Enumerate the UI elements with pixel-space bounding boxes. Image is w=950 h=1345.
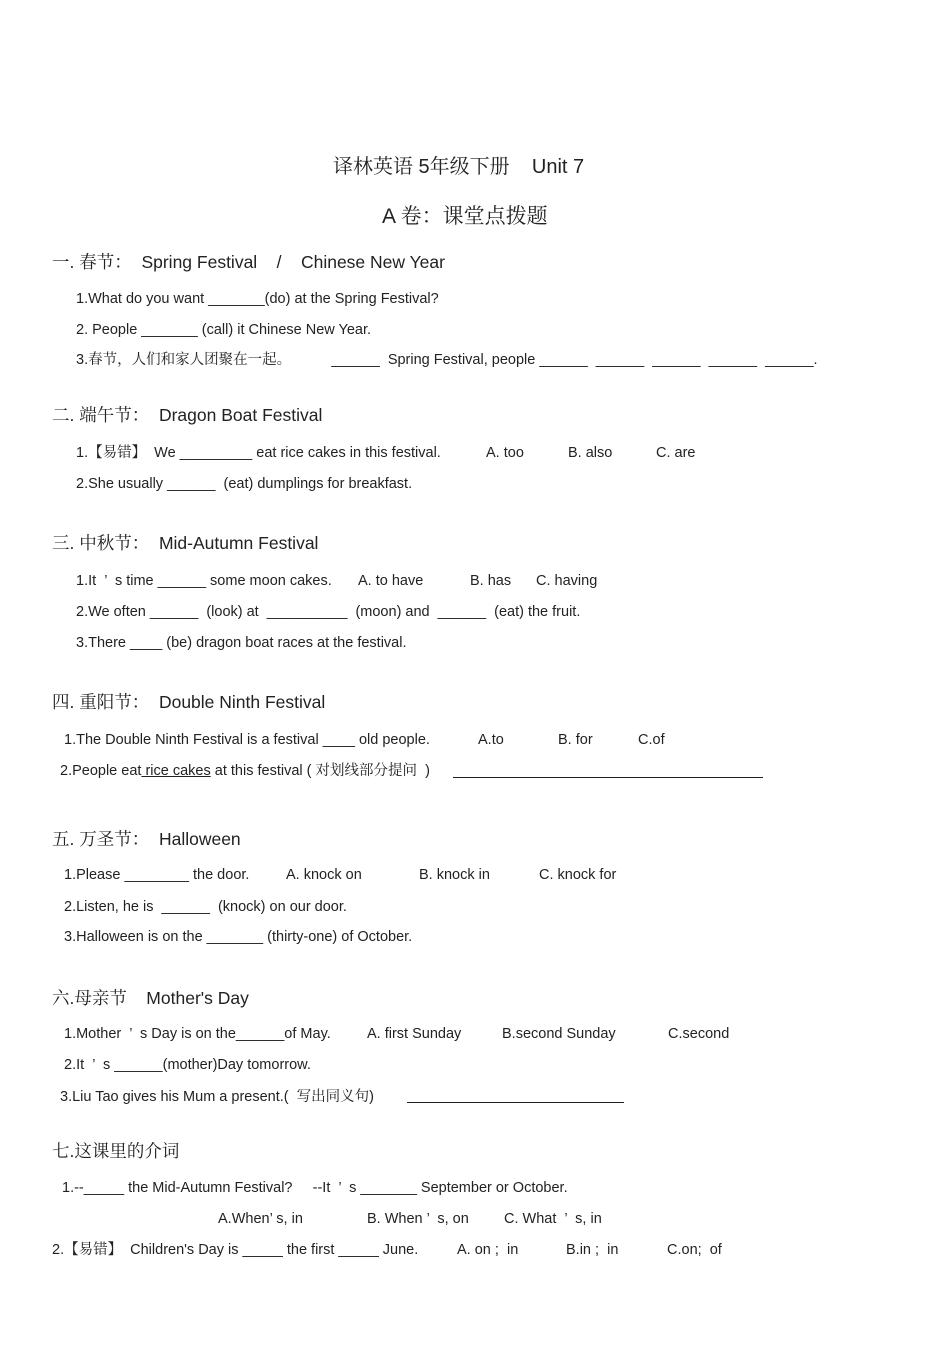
question-1-2: 2. People _______ (call) it Chinese New Year. [76, 322, 372, 338]
question-3-1: 1.It ’ s time ______ some moon cakes. [76, 573, 332, 589]
page-title: 译林英语 5年级下册 Unit 7 [333, 156, 585, 178]
option-3-1-b: B. has [470, 573, 512, 589]
section-heading-dragon-boat: 二. 端午节： Dragon Boat Festival [52, 405, 323, 425]
question-5-1: 1.Please ________ the door. [64, 867, 250, 883]
option-7-2-b: B.in ; in [566, 1242, 619, 1258]
question-4-2-suffix: at this festival ( 对划线部分提问 ) [210, 763, 430, 779]
question-7-1: 1.--_____ the Mid-Autumn Festival? --It ’ s _______ September or October. [62, 1180, 568, 1196]
option-7-1-c: C. What ’ s, in [504, 1211, 602, 1227]
option-7-2-c: C.on; of [667, 1242, 722, 1258]
question-2-2: 2.She usually ______ (eat) dumplings for breakfast. [76, 476, 413, 492]
option-6-1-b: B.second Sunday [502, 1026, 616, 1042]
question-1-3: 3.春节，人们和家人团聚在一起。 ______ Spring Festival, people ______ ______ ______ ______ ______. [76, 352, 818, 368]
option-6-1-a: A. first Sunday [367, 1026, 462, 1042]
option-7-2-a: A. on ; in [457, 1242, 519, 1258]
question-1-1: 1.What do you want _______(do) at the Spring Festival? [76, 291, 439, 307]
option-3-1-a: A. to have [358, 573, 424, 589]
option-2-1-c: C. are [656, 445, 696, 461]
section-heading-spring-festival: 一. 春节： Spring Festival / Chinese New Year [52, 252, 445, 272]
question-4-1: 1.The Double Ninth Festival is a festival ____ old people. [64, 732, 430, 748]
question-7-2: 2.【易错】 Children's Day is _____ the first _____ June. [52, 1242, 419, 1258]
question-5-3: 3.Halloween is on the _______ (thirty-one) of October. [64, 929, 413, 945]
section-heading-mid-autumn: 三. 中秋节： Mid-Autumn Festival [52, 533, 319, 553]
option-2-1-a: A. too [486, 445, 524, 461]
option-5-1-a: A. knock on [286, 867, 362, 883]
section-heading-mothers-day: 六.母亲节 Mother's Day [52, 988, 249, 1008]
question-6-1: 1.Mother ’ s Day is on the______of May. [64, 1026, 331, 1042]
option-2-1-b: B. also [568, 445, 613, 461]
question-3-3: 3.There ____ (be) dragon boat races at the festival. [76, 635, 407, 651]
question-4-2 [60, 762, 430, 780]
question-2-1: 1.【易错】 We _________ eat rice cakes in this festival. [76, 445, 441, 461]
section-heading-prepositions: 七.这课里的介词 [52, 1141, 180, 1161]
option-7-1-b: B. When ’ s, on [367, 1211, 469, 1227]
option-3-1-c: C. having [536, 573, 598, 589]
question-6-3: 3.Liu Tao gives his Mum a present.( 写出同义句) [60, 1089, 375, 1105]
question-4-2-prefix: 2.People eat [60, 763, 142, 779]
option-4-1-c: C.of [638, 732, 665, 748]
answer-line-4-2 [453, 777, 763, 778]
option-4-1-b: B. for [558, 732, 593, 748]
section-heading-halloween: 五. 万圣节： Halloween [52, 829, 241, 849]
option-5-1-b: B. knock in [419, 867, 490, 883]
option-7-1-a: A.When’ s, in [218, 1211, 303, 1227]
answer-line-6-3 [407, 1102, 624, 1103]
option-5-1-c: C. knock for [539, 867, 617, 883]
question-3-2: 2.We often ______ (look) at __________ (moon) and ______ (eat) the fruit. [76, 604, 581, 620]
section-heading-double-ninth: 四. 重阳节： Double Ninth Festival [52, 692, 326, 712]
question-6-2: 2.It ’ s ______(mother)Day tomorrow. [64, 1057, 311, 1073]
question-4-2-underlined: rice cakes [141, 763, 211, 779]
option-6-1-c: C.second [668, 1026, 730, 1042]
page-subtitle: A 卷：课堂点拨题 [382, 205, 548, 228]
question-5-2: 2.Listen, he is ______ (knock) on our door. [64, 899, 347, 915]
option-4-1-a: A.to [478, 732, 504, 748]
